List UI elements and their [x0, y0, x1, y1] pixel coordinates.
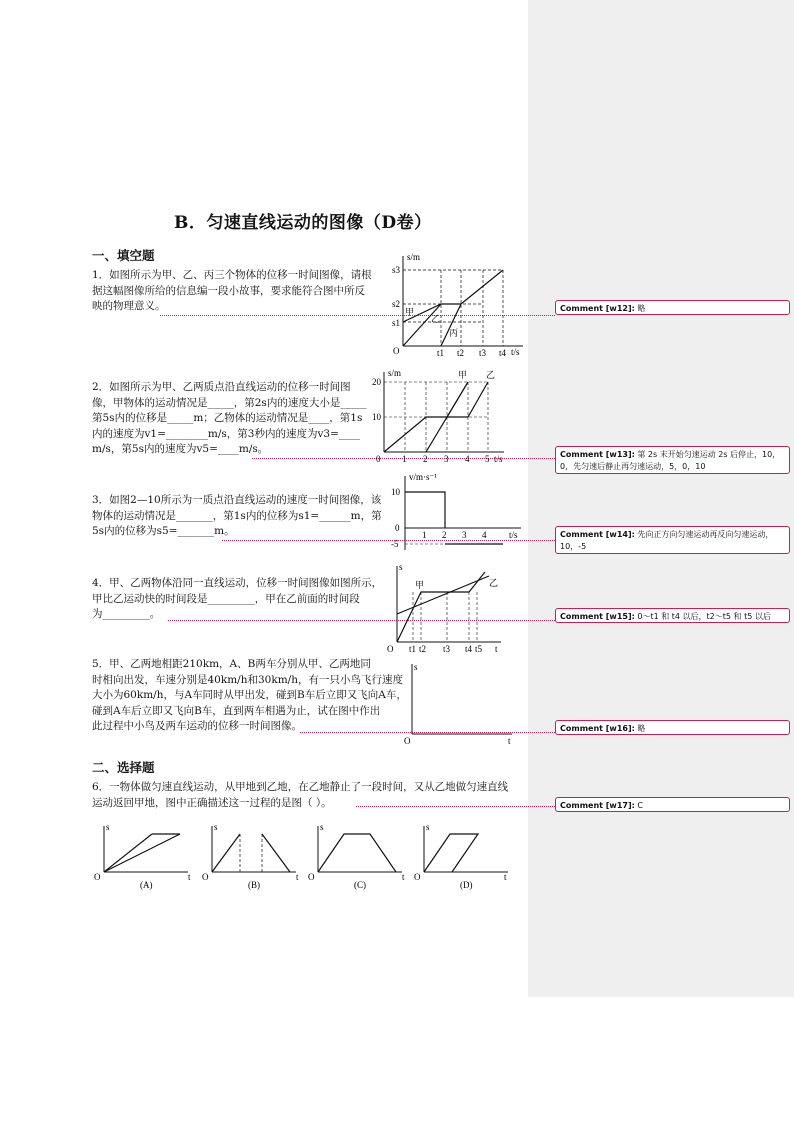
fig2-xtick: 2: [423, 454, 428, 464]
q5-line: 时相向出发，车速分别是40km/h和30km/h，有一只小鸟飞行速度: [92, 673, 403, 686]
question-3: [92, 493, 382, 540]
fig5-ylabel: s: [414, 662, 418, 672]
q4-line: 甲比乙运动快的时间段是_________，甲在乙前面的时间段: [92, 592, 360, 605]
fig5-origin: O: [404, 736, 411, 746]
fig1-series-label: 甲: [405, 307, 415, 317]
fig4-series-label: 甲: [415, 580, 425, 590]
fig3-xtick: 1: [422, 530, 427, 540]
fig3-xtick: 3: [462, 530, 467, 540]
fig4-origin: O: [387, 644, 394, 654]
option-c-s: s: [320, 822, 324, 832]
fig3-ytick: 10: [391, 487, 400, 497]
option-d-s: s: [426, 822, 430, 832]
fig1-xlabel: t/s: [511, 347, 520, 357]
option-d-o: O: [414, 872, 421, 882]
q1-line: 据这幅图像所给的信息编一段小故事，要求能符合图中所反: [92, 284, 365, 297]
option-a-o: O: [94, 872, 101, 882]
q5-line: 5．甲、乙两地相距210km，A、B两车分别从甲、乙两地同: [92, 658, 371, 670]
option-a-t: t: [188, 872, 191, 882]
fig1-ytick: s1: [392, 318, 401, 328]
option-c-label: (C): [354, 880, 366, 890]
comment-text: 先向正方向匀速运动再反向匀速运动，10，-5: [560, 530, 774, 551]
figure-1-graph: [385, 250, 530, 358]
fig1-series-label: 丙: [449, 328, 459, 338]
figure-4-graph: [385, 560, 505, 656]
fig3-ytick: 0: [395, 523, 400, 533]
fig3-xtick: 2: [442, 530, 447, 540]
option-b-label: (B): [248, 880, 260, 890]
fig2-xtick: 1: [402, 454, 407, 464]
q5-line: 此过程中小鸟及两车运动的位移一时间图像。: [92, 720, 302, 732]
fig4-xtick: t2: [419, 644, 427, 654]
comment-w17[interactable]: [555, 797, 790, 812]
question-2: [92, 380, 367, 458]
q6-line: 运动返回甲地，图中正确描述这一过程的是图（ ）。: [92, 796, 332, 809]
comment-label: Comment [w15]:: [560, 612, 635, 621]
page-title: B．匀速直线运动的图像（D卷）: [174, 213, 432, 233]
q4-line: 为_________。: [92, 608, 161, 620]
q6-line: 6．一物体做匀速直线运动，从甲地到乙地，在乙地静止了一段时间，又从乙地做匀速直线: [92, 781, 509, 793]
fig5-xlabel: t: [508, 736, 511, 746]
option-c-t: t: [402, 872, 405, 882]
fig2-xtick: 3: [444, 454, 449, 464]
option-c-o: O: [308, 872, 315, 882]
fig2-origin: 0: [376, 454, 381, 464]
option-b-t: t: [296, 872, 299, 882]
comment-text: C: [637, 801, 643, 810]
q3-line: 3．如图2—10所示为一质点沿直线运动的速度一时间图像，该: [92, 494, 382, 506]
comment-text: 略: [637, 724, 646, 733]
q2-line: 2．如图所示为甲、乙两质点沿直线运动的位移一时间图: [92, 381, 351, 393]
q5-line: 大小为60km/h，与A车同时从甲出发，碰到B车后立即又飞向A车，: [92, 689, 407, 701]
fig4-xtick: t4: [465, 644, 473, 654]
fig1-ytick: s3: [392, 265, 401, 275]
q2-line: 第5s内的位移是_____m；乙物体的运动情况是____，第1s: [92, 412, 363, 424]
q5-line: 碰到A车后立即又飞向B车，直到两车相遇为止，试在图中作出: [92, 704, 381, 717]
fig3-ytick: -5: [391, 539, 399, 549]
q1-line: 映的物理意义。: [92, 300, 166, 312]
comment-w13[interactable]: [555, 446, 790, 474]
option-b-o: O: [202, 872, 209, 882]
fig2-xtick: 5: [485, 454, 490, 464]
option-d-graph: [414, 822, 508, 890]
section-choice-heading: 二、选择题: [92, 760, 155, 775]
fig3-xtick: 4: [482, 530, 487, 540]
fig4-xtick: t1: [409, 644, 417, 654]
fig4-xtick: t5: [475, 644, 483, 654]
option-a-label: (A): [140, 880, 153, 890]
q3-line: 5s内的位移为s5=_______m。: [92, 525, 235, 537]
fig1-series-label: 乙: [431, 314, 441, 324]
fig2-ytick: 10: [372, 412, 381, 422]
option-b-graph: [202, 822, 299, 890]
fig1-xtick: t2: [457, 348, 465, 358]
question-4: [92, 576, 382, 623]
option-a-s: s: [106, 822, 110, 832]
option-a-graph: [94, 822, 191, 890]
fig1-origin: O: [393, 346, 400, 356]
comment-w14[interactable]: [555, 526, 790, 554]
fig2-ytick: 20: [372, 377, 381, 387]
q3-line: 物体的运动情况是_______，第1s内的位移为s1=______m，第: [92, 509, 382, 522]
comment-label: Comment [w13]:: [560, 450, 635, 459]
option-d-t: t: [504, 872, 507, 882]
comment-w16[interactable]: [555, 720, 790, 735]
fig2-series-label: 甲: [458, 370, 468, 380]
fig2-ylabel: s/m: [388, 368, 402, 378]
option-b-s: s: [214, 822, 218, 832]
comment-connector: [356, 806, 555, 807]
fig3-xlabel: t/s: [509, 530, 518, 540]
question-1: [92, 268, 372, 315]
comment-w15[interactable]: [555, 608, 790, 623]
fig1-xtick: t3: [479, 348, 487, 358]
comment-w12[interactable]: [555, 300, 790, 315]
q2-line: 像，甲物体的运动情况是_____，第2s内的速度大小是_____: [92, 396, 367, 409]
comment-label: Comment [w14]:: [560, 530, 635, 539]
comment-text: 略: [637, 304, 646, 313]
q4-line: 4．甲、乙两物体沿同一直线运动，位移一时间图像如图所示，: [92, 577, 383, 589]
choice-figures: [92, 820, 512, 892]
option-c-graph: [308, 822, 405, 890]
fig2-xtick: 4: [465, 454, 470, 464]
fig1-ylabel: s/m: [407, 252, 421, 262]
section-fill-heading: 一、填空题: [92, 248, 155, 263]
fig2-xlabel: t/s: [494, 454, 503, 464]
figure-2-graph: [370, 368, 510, 464]
fig4-series-label: 乙: [489, 578, 499, 588]
fig4-xlabel: t: [495, 644, 498, 654]
q2-line: 内的速度为v1=________m/s，第3秒内的速度为v3=____: [92, 427, 360, 440]
question-5: [92, 657, 407, 735]
fig4-xtick: t3: [443, 644, 451, 654]
q1-line: 1．如图所示为甲、乙、丙三个物体的位移一时间图像，请根: [92, 269, 372, 281]
fig3-ylabel: v/m·s⁻¹: [409, 472, 437, 482]
fig2-series-label: 乙: [486, 370, 496, 380]
figure-5-graph: [400, 660, 520, 746]
comment-label: Comment [w17]:: [560, 801, 635, 810]
fig1-xtick: t4: [499, 348, 507, 358]
comments-pane: [528, 0, 794, 997]
comment-text: 第 2s 末开始匀速运动 2s 后停止，10，0，先匀速后静止再匀速运动，5，0，10: [560, 450, 781, 471]
comment-text: 0～t1 和 t4 以后，t2～t5 和 t5 以后: [637, 612, 771, 621]
option-d-label: (D): [460, 880, 473, 890]
fig1-ytick: s2: [392, 299, 401, 309]
q2-line: m/s，第5s内的速度为v5=____m/s。: [92, 443, 269, 455]
figure-3-graph: [385, 470, 525, 558]
fig4-ylabel: s: [399, 562, 403, 572]
comment-label: Comment [w16]:: [560, 724, 635, 733]
fig1-xtick: t1: [437, 348, 445, 358]
comment-label: Comment [w12]:: [560, 304, 635, 313]
